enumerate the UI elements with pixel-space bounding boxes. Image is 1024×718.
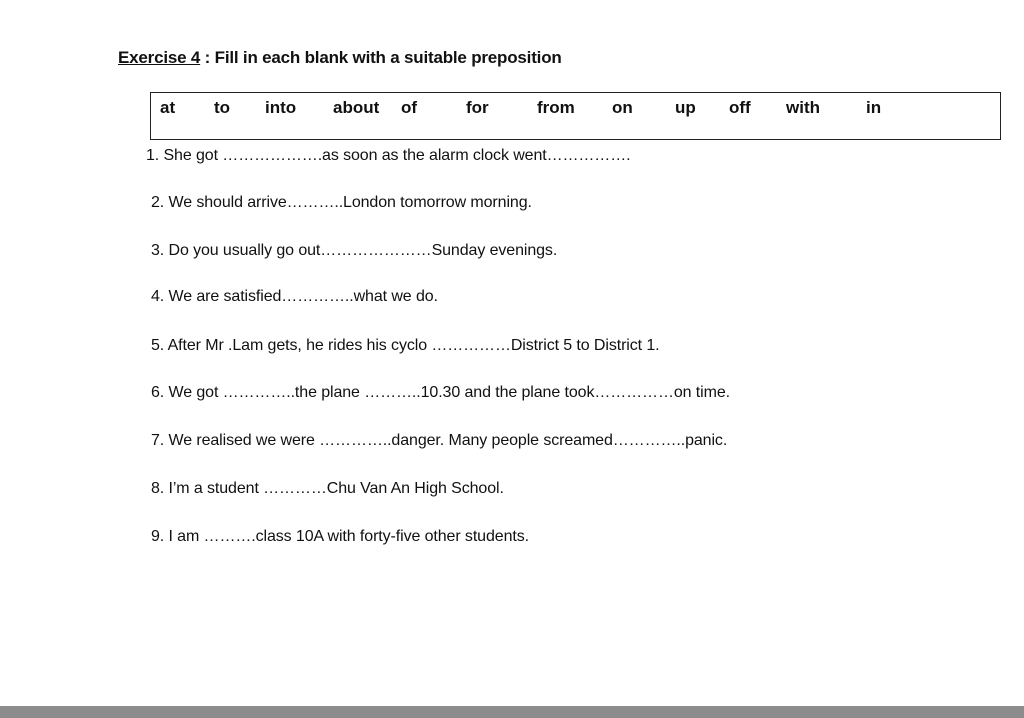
sentence-item: 7. We realised we were …………..danger. Many people screamed…………..panic. <box>151 432 728 449</box>
word-bank-item: to <box>214 98 231 117</box>
word-bank-item: for <box>466 98 489 117</box>
word-bank-item: into <box>265 98 297 117</box>
sentence-item: 8. I’m a student …………Chu Van An High School. <box>151 480 504 497</box>
sentence-item: 4. We are satisfied…………..what we do. <box>151 288 438 305</box>
sentence-item: 1. She got ……………….as soon as the alarm clock went……………. <box>146 147 631 164</box>
sentence-item: 6. We got …………..the plane ………..10.30 and the plane took……………on time. <box>151 384 730 401</box>
word-bank-item: about <box>333 98 380 117</box>
word-bank-item: of <box>401 98 418 117</box>
exercise-title <box>118 48 562 68</box>
sentence-item: 5. After Mr .Lam gets, he rides his cyclo ……………District 5 to District 1. <box>151 337 660 354</box>
word-bank-item: on <box>612 98 633 117</box>
word-bank-item: with <box>786 98 820 117</box>
word-bank-item: off <box>729 98 751 117</box>
word-bank-item: in <box>866 98 882 117</box>
sentence-item: 9. I am ……….class 10A with forty-five other students. <box>151 528 529 545</box>
viewer-bottom-bar <box>0 706 1024 718</box>
sentence-item: 2. We should arrive………..London tomorrow morning. <box>151 194 532 211</box>
exercise-instruction: : Fill in each blank with a suitable preposition <box>200 48 562 67</box>
word-bank-item: up <box>675 98 696 117</box>
exercise-label: Exercise 4 <box>118 48 201 67</box>
sentence-item: 3. Do you usually go out…………………Sunday evenings. <box>151 242 558 259</box>
word-bank-item: at <box>160 98 176 117</box>
word-bank-item: from <box>537 98 575 117</box>
word-bank-box <box>150 92 1001 140</box>
